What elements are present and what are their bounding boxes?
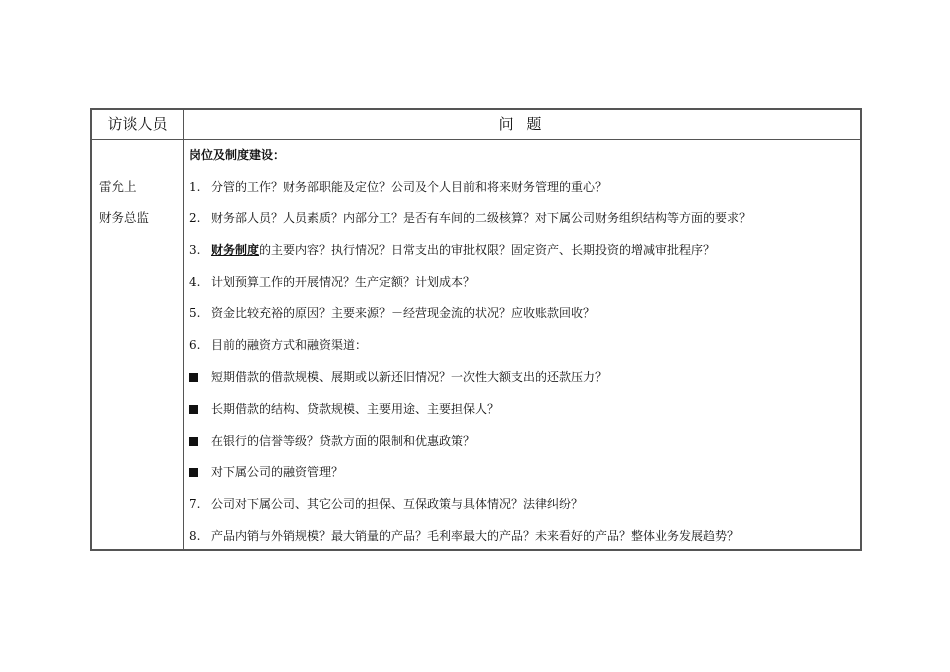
item-number: 2. — [189, 211, 201, 225]
interview-table — [90, 108, 862, 551]
question-item — [189, 209, 751, 226]
item-text: 短期借款的借款规模、展期或以新还旧情况？一次性大额支出的还款压力？ — [211, 370, 608, 384]
bullet-item — [189, 368, 607, 385]
interviewee-cell — [92, 140, 184, 549]
question-item — [189, 178, 607, 195]
bullet-item — [189, 432, 475, 449]
table-header-row — [92, 110, 860, 140]
square-bullet-icon — [189, 405, 198, 414]
item-number: 3. — [189, 243, 201, 257]
bullet-item — [189, 463, 343, 480]
question-item — [189, 336, 367, 353]
item-text: 分管的工作？财务部职能及定位？公司及个人目前和将来财务管理的重心？ — [211, 180, 608, 194]
question-cell — [189, 140, 860, 549]
square-bullet-icon — [189, 468, 198, 477]
item-number: 6. — [189, 338, 201, 352]
item-text: 长期借款的结构、贷款规模、主要用途、主要担保人？ — [211, 402, 500, 416]
header-question: 问 题 — [498, 115, 546, 133]
question-item — [189, 241, 715, 258]
item-number: 4. — [189, 275, 201, 289]
question-item — [189, 527, 739, 544]
item-text: 在银行的信誉等级？贷款方面的限制和优惠政策？ — [211, 434, 476, 448]
item-text: 对下属公司的融资管理？ — [211, 465, 344, 479]
item-text: 计划预算工作的开展情况？生产定额？计划成本？ — [211, 275, 476, 289]
item-text: 资金比较充裕的原因？主要来源？－经营现金流的状况？应收账款回收？ — [211, 306, 596, 320]
item-number: 5. — [189, 306, 201, 320]
question-item — [189, 273, 475, 290]
item-number: 7. — [189, 497, 201, 511]
square-bullet-icon — [189, 437, 198, 446]
item-text: 公司对下属公司、其它公司的担保、互保政策与具体情况？法律纠纷？ — [211, 497, 584, 511]
item-emphasis: 财务制度 — [211, 243, 260, 257]
question-item — [189, 304, 595, 321]
item-number: 8. — [189, 529, 201, 543]
item-text: 财务部人员？人员素质？内部分工？是否有车间的二级核算？对下属公司财务组织结构等方面的要求？ — [211, 211, 752, 225]
question-item — [189, 495, 583, 512]
item-text: 产品内销与外销规模？最大销量的产品？毛利率最大的产品？未来看好的产品？整体业务发展趋势？ — [211, 529, 740, 543]
interviewee-name: 雷允上 — [99, 179, 137, 194]
bullet-item — [189, 400, 499, 417]
interviewee-title: 财务总监 — [99, 210, 150, 225]
item-text: 目前的融资方式和融资渠道： — [211, 338, 368, 352]
item-number: 1. — [189, 180, 201, 194]
section-title: 岗位及制度建设： — [189, 148, 286, 162]
square-bullet-icon — [189, 373, 198, 382]
item-text: 的主要内容？执行情况？日常支出的审批权限？固定资产、长期投资的增减审批程序？ — [259, 243, 716, 257]
header-interviewee: 访谈人员 — [92, 110, 184, 139]
